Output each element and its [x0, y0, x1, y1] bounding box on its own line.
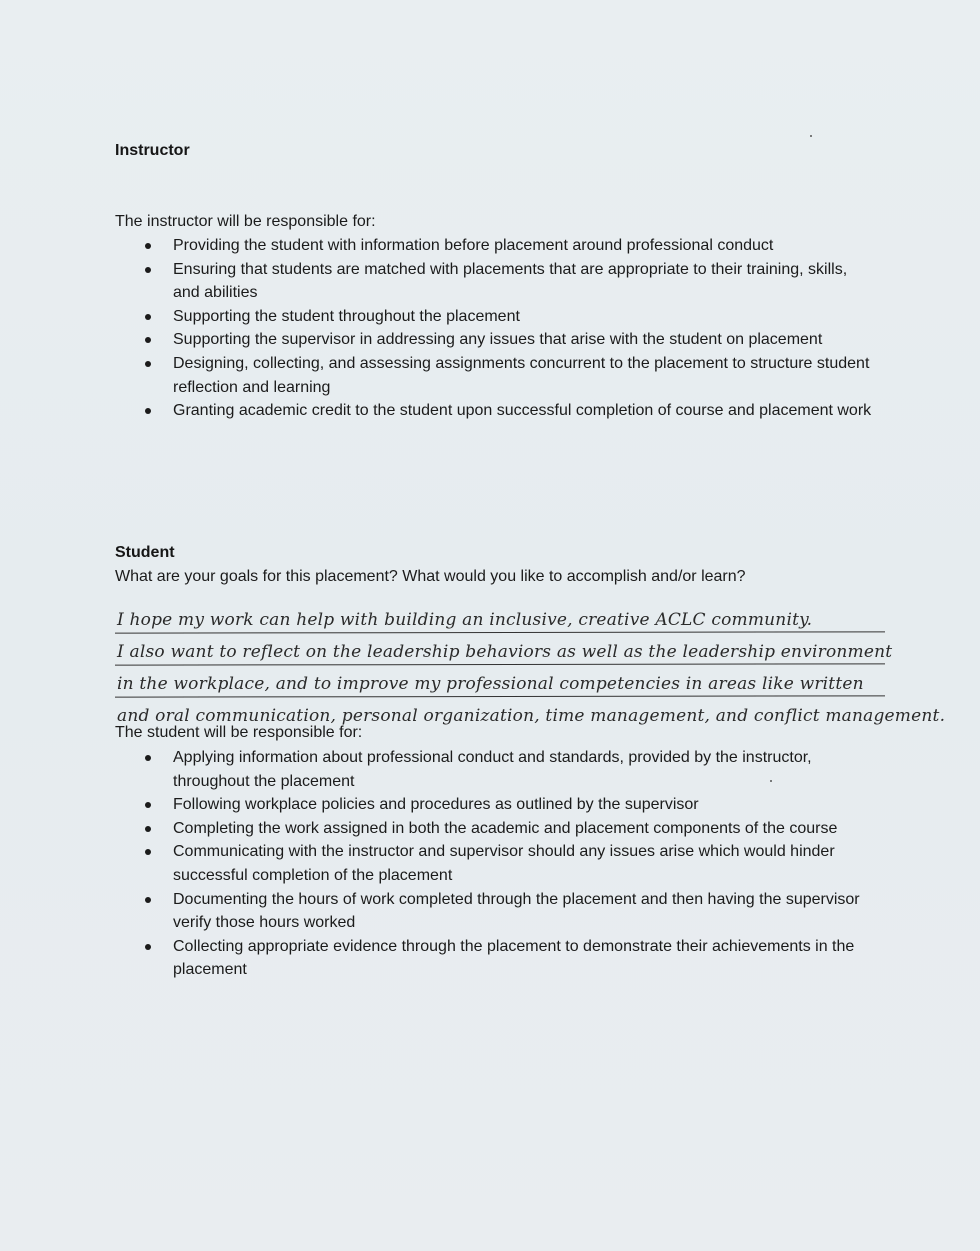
bullet-icon [145, 802, 151, 808]
bullet-icon [145, 849, 151, 855]
answer-rule-line [115, 695, 885, 697]
list-item [115, 935, 875, 982]
answer-rule-line [115, 663, 885, 665]
list-item-text: Supporting the supervisor in addressing any issues that arise with the student on placement [173, 331, 823, 349]
handwritten-line [115, 604, 945, 636]
list-item-text: Ensuring that students are matched with placements that are appropriate to their training, skills, and abilities [173, 260, 848, 302]
bullet-icon [145, 243, 151, 249]
list-item-text: Following workplace policies and procedures as outlined by the supervisor [173, 796, 699, 814]
list-item [115, 399, 875, 423]
bullet-icon [145, 361, 151, 367]
list-item-text: Communicating with the instructor and supervisor should any issues arise which would hinder successful completion of the placement [173, 843, 835, 884]
handwritten-text: in the workplace, and to improve my professional competencies in areas like written [117, 674, 864, 694]
list-item [115, 840, 875, 887]
list-item [115, 746, 875, 793]
list-item [115, 817, 875, 841]
paper-speck [810, 135, 812, 137]
bullet-icon [145, 337, 151, 343]
list-item [115, 305, 875, 329]
bullet-icon [145, 944, 151, 950]
handwritten-text: and oral communication, personal organization, time management, and conflict management. [117, 706, 946, 726]
student-heading: Student [115, 544, 175, 561]
list-item-text: Providing the student with information before placement around professional conduct [173, 237, 774, 254]
instructor-responsibilities-list [115, 234, 875, 423]
bullet-icon [145, 267, 151, 273]
instructor-intro: The instructor will be responsible for: [115, 213, 376, 230]
bullet-icon [145, 897, 151, 903]
list-item [115, 234, 875, 258]
student-goals-question: What are your goals for this placement? What would you like to accomplish and/or learn? [115, 568, 746, 585]
instructor-heading: Instructor [115, 142, 190, 159]
list-item [115, 793, 875, 817]
list-item-text: Designing, collecting, and assessing assignments concurrent to the placement to structure student reflection and learning [173, 354, 870, 396]
handwritten-line [115, 636, 945, 668]
list-item [115, 352, 875, 399]
list-item-text: Documenting the hours of work completed through the placement and then having the supervisor verify those hours worked [173, 890, 860, 932]
handwritten-answer [115, 604, 945, 732]
list-item-text: Supporting the student throughout the placement [173, 307, 520, 325]
bullet-icon [145, 314, 151, 320]
student-intro: The student will be responsible for: [115, 724, 363, 741]
list-item [115, 258, 875, 305]
list-item-text: Completing the work assigned in both the academic and placement components of the course [173, 819, 838, 837]
list-item-text: Granting academic credit to the student upon successful completion of course and placement work [173, 402, 872, 420]
handwritten-line [115, 668, 945, 700]
list-item-text: Applying information about professional conduct and standards, provided by the instructor, throughout the placement [173, 749, 812, 790]
bullet-icon [145, 408, 151, 414]
bullet-icon [145, 755, 151, 761]
student-responsibilities-list [115, 746, 875, 982]
list-item [115, 888, 875, 935]
list-item [115, 328, 875, 352]
paper-speck [770, 780, 772, 782]
handwritten-text: I also want to reflect on the leadership behaviors as well as the leadership environment [117, 642, 893, 662]
answer-rule-line [115, 631, 885, 633]
handwritten-text: I hope my work can help with building an inclusive, creative ACLC community. [117, 610, 813, 630]
list-item-text: Collecting appropriate evidence through the placement to demonstrate their achievements in the placement [173, 937, 855, 979]
bullet-icon [145, 826, 151, 832]
